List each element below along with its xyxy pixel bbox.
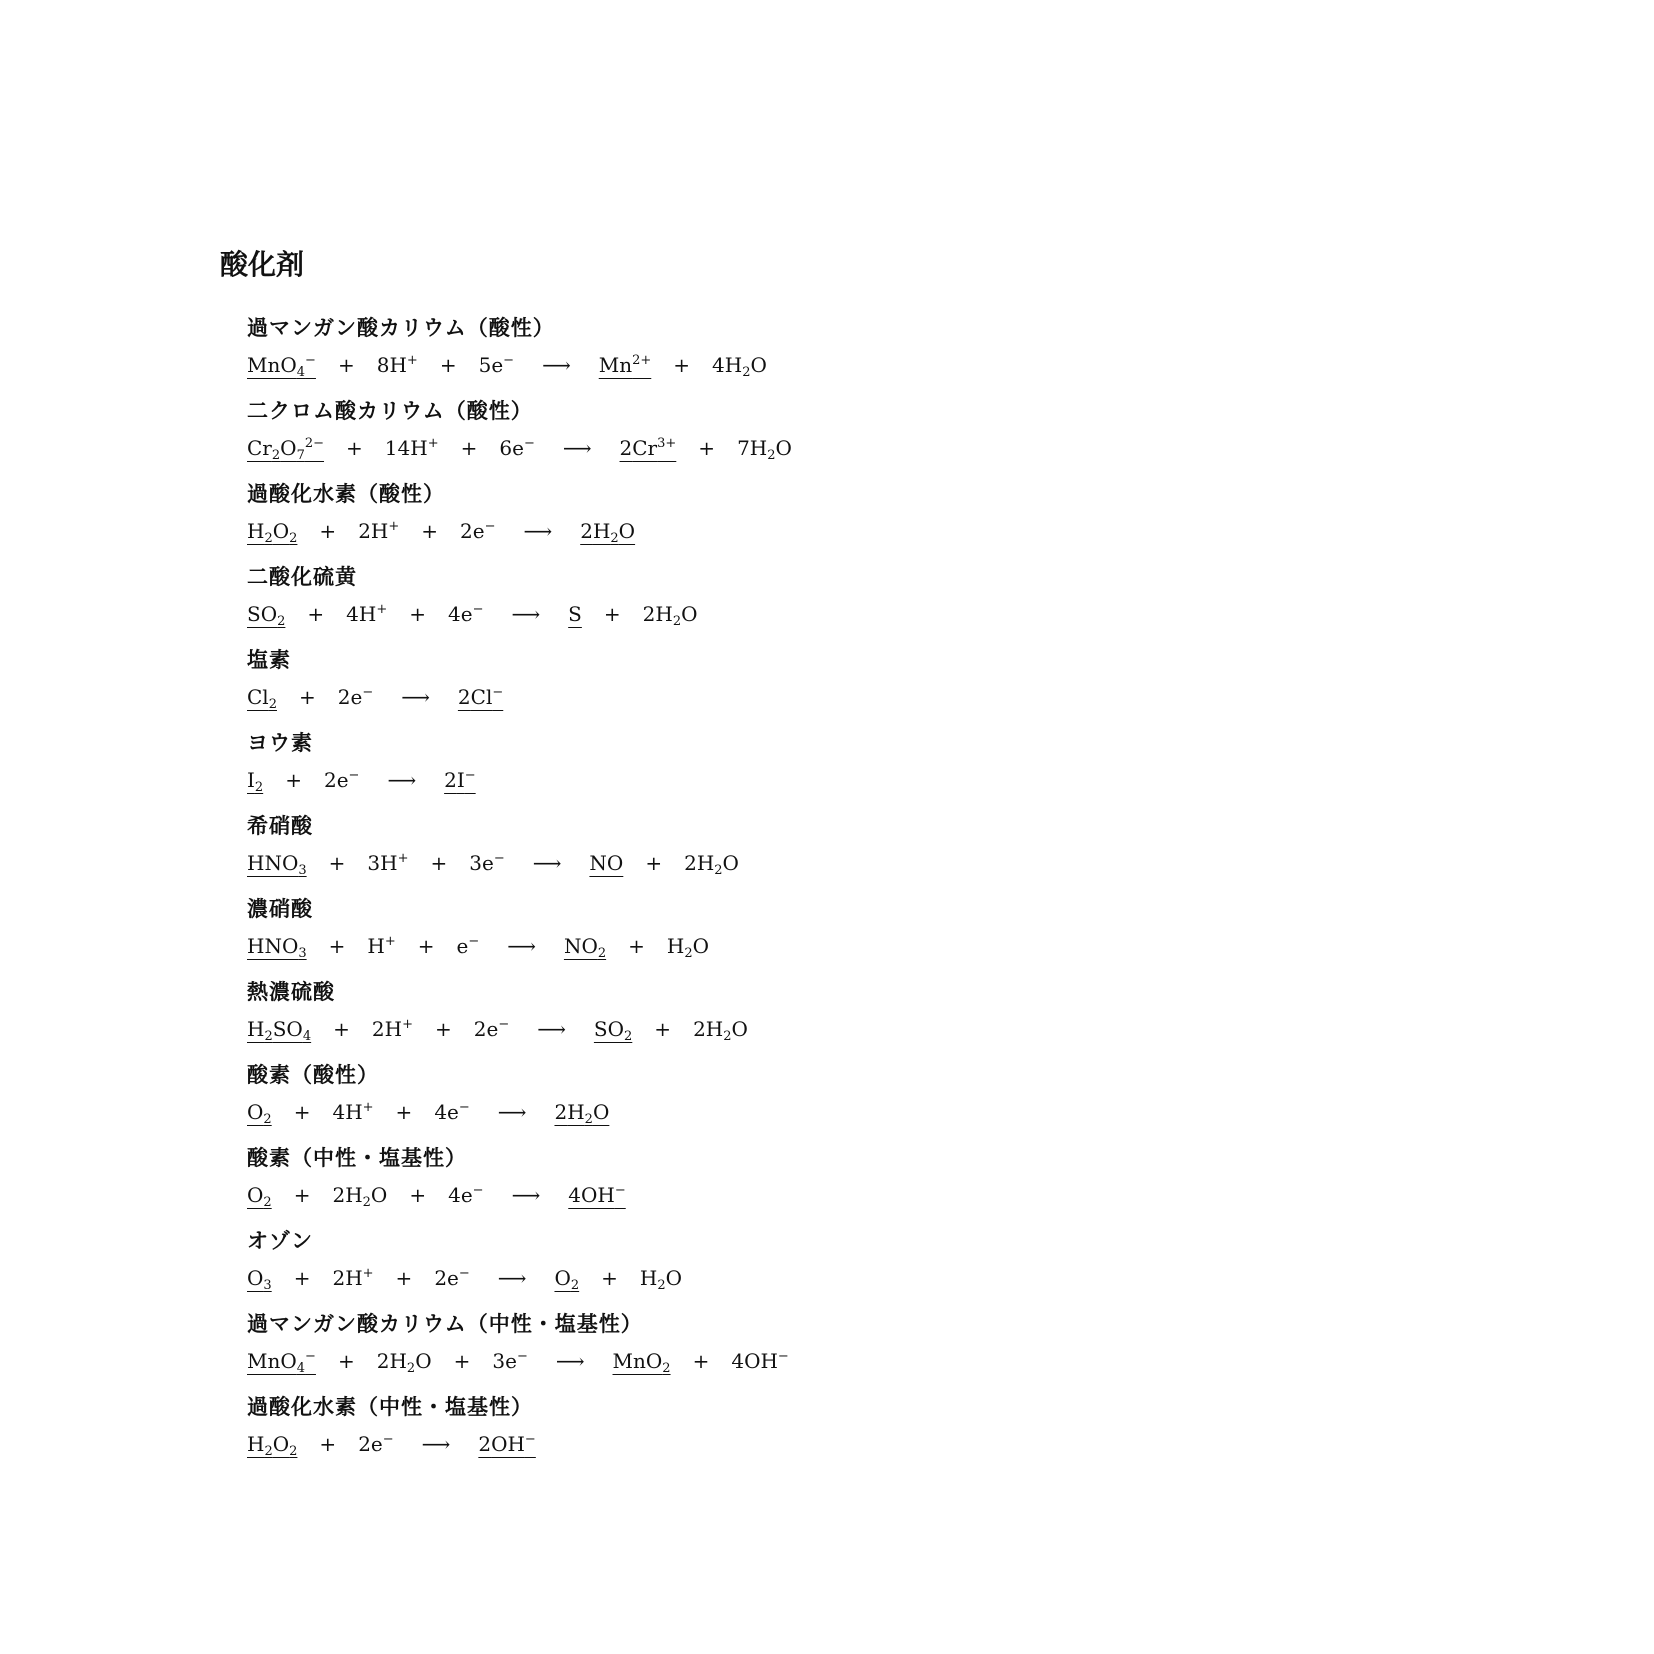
list-item	[247, 1309, 1420, 1392]
equation-list	[247, 313, 1420, 1475]
plus-sign: +	[333, 1017, 350, 1041]
species: 3H+	[367, 851, 409, 875]
highlighted-species: $2Cr^{3+}$	[619, 436, 677, 460]
reaction-arrow: ⟶	[562, 436, 592, 460]
highlighted-species: $O_2$	[247, 1100, 272, 1127]
highlighted-species: $H_2SO_4$	[247, 1017, 312, 1044]
species: 4e−	[448, 1183, 484, 1207]
highlighted-species: $H_2O_2$	[247, 519, 298, 546]
plus-sign: +	[603, 602, 621, 626]
species: 4OH−	[731, 1349, 789, 1373]
half-reaction-equation	[247, 513, 1420, 549]
reaction-arrow: ⟶	[555, 1349, 585, 1373]
plus-sign: +	[285, 768, 302, 792]
highlighted-species: MnO$_2$	[612, 1349, 671, 1376]
plus-sign: +	[307, 602, 325, 626]
half-reaction-equation	[247, 679, 1420, 715]
species: $7H_2O$	[737, 436, 792, 463]
list-item	[247, 396, 1420, 479]
species: 2e−	[460, 519, 496, 543]
half-reaction-equation	[247, 845, 1420, 881]
species: $H_2O$	[666, 934, 710, 961]
plus-sign: +	[417, 934, 435, 958]
species: 2e−	[434, 1266, 470, 1290]
highlighted-species: 2OH−	[478, 1432, 536, 1456]
list-item	[247, 1060, 1420, 1143]
plus-sign: +	[654, 1017, 672, 1041]
reaction-arrow: ⟶	[542, 353, 571, 377]
reaction-arrow: ⟶	[532, 851, 562, 875]
highlighted-species: $NO_2$	[563, 934, 607, 961]
species: 2e−	[358, 1432, 394, 1456]
list-item	[247, 313, 1420, 396]
species: 4e−	[448, 602, 484, 626]
highlighted-species: $HNO_3$	[247, 851, 307, 878]
list-item	[247, 1143, 1420, 1226]
plus-sign: +	[460, 436, 478, 460]
plus-sign: +	[298, 685, 316, 709]
plus-sign: +	[328, 851, 346, 875]
plus-sign: +	[293, 1266, 311, 1290]
plus-sign: +	[409, 1183, 427, 1207]
plus-sign: +	[692, 1349, 710, 1373]
reagent-title: 過酸化水素（中性・塩基性）	[247, 1395, 533, 1419]
highlighted-species: $2H_2O$	[580, 519, 636, 546]
list-item	[247, 479, 1420, 562]
plus-sign: +	[421, 519, 439, 543]
list-item	[247, 977, 1420, 1060]
plus-sign: +	[319, 1432, 337, 1456]
half-reaction-equation	[247, 1426, 1420, 1462]
list-item	[247, 1226, 1420, 1309]
species: 2e−	[337, 685, 374, 709]
half-reaction-equation	[247, 1011, 1420, 1047]
list-item	[247, 894, 1420, 977]
reagent-title: 希硝酸	[247, 814, 313, 838]
reaction-arrow: ⟶	[507, 934, 536, 958]
species: $2H_2O$	[642, 602, 698, 629]
species: $2H_2O$	[332, 1183, 388, 1210]
species: e−	[456, 934, 480, 958]
list-item	[247, 728, 1420, 811]
highlighted-species: 2I−	[444, 768, 476, 792]
species: 14H+	[384, 436, 439, 460]
reaction-arrow: ⟶	[511, 1183, 541, 1207]
highlighted-species: NO	[589, 851, 624, 875]
half-reaction-equation	[247, 1260, 1420, 1296]
reagent-title: 熱濃硫酸	[247, 980, 335, 1004]
reagent-title: 酸素（中性・塩基性）	[247, 1146, 467, 1170]
highlighted-species: S	[568, 602, 582, 626]
highlighted-species: $SO_2$	[247, 602, 286, 629]
reaction-arrow: ⟶	[511, 602, 541, 626]
list-item	[247, 645, 1420, 728]
half-reaction-equation	[247, 1094, 1420, 1130]
plus-sign: +	[698, 436, 716, 460]
plus-sign: +	[319, 519, 337, 543]
species: H+	[367, 934, 396, 958]
highlighted-species: MnO$_4$−	[247, 353, 316, 380]
reaction-arrow: ⟶	[421, 1432, 451, 1456]
reagent-title: 二酸化硫黄	[247, 565, 357, 589]
plus-sign: +	[409, 602, 427, 626]
plus-sign: +	[346, 436, 363, 460]
reagent-title: 酸素（酸性）	[247, 1063, 379, 1087]
plus-sign: +	[395, 1100, 413, 1124]
half-reaction-equation	[247, 762, 1420, 798]
half-reaction-equation	[247, 430, 1420, 466]
list-item	[247, 811, 1420, 894]
reaction-arrow: ⟶	[537, 1017, 566, 1041]
reagent-title: オゾン	[247, 1229, 313, 1253]
species: 2e−	[473, 1017, 510, 1041]
species: 6e−	[499, 436, 535, 460]
reagent-title: 塩素	[247, 648, 291, 672]
reagent-title: 濃硝酸	[247, 897, 313, 921]
highlighted-species: $H_2O_2$	[247, 1432, 298, 1459]
reaction-arrow: ⟶	[523, 519, 553, 543]
reaction-arrow: ⟶	[387, 768, 417, 792]
reaction-arrow: ⟶	[497, 1100, 527, 1124]
highlighted-species: MnO$_4$−	[247, 1349, 316, 1376]
highlighted-species: $HNO_3$	[247, 934, 307, 961]
species: 4H+	[346, 602, 388, 626]
reagent-title: ヨウ素	[247, 731, 313, 755]
highlighted-species: $O_2$	[247, 1183, 272, 1210]
plus-sign: +	[328, 934, 346, 958]
highlighted-species: $Cl_2$	[247, 685, 277, 712]
highlighted-species: $2H_2O$	[554, 1100, 610, 1127]
plus-sign: +	[673, 353, 691, 377]
species: $H_2O$	[639, 1266, 683, 1293]
species: 8H+	[376, 353, 418, 377]
highlighted-species: $Cr_2O_7^{2-}$	[247, 436, 325, 463]
species: 2H+	[332, 1266, 374, 1290]
species: 2H+	[358, 519, 400, 543]
species: $4H_2O$	[712, 353, 767, 380]
species: 4e−	[434, 1100, 470, 1124]
half-reaction-equation	[247, 596, 1420, 632]
plus-sign: +	[453, 1349, 471, 1373]
highlighted-species: 2Cl−	[457, 685, 504, 709]
plus-sign: +	[434, 1017, 452, 1041]
highlighted-species: $O_3$	[247, 1266, 272, 1293]
species: $2H_2O$	[376, 1349, 432, 1376]
species: 2H+	[371, 1017, 413, 1041]
half-reaction-equation	[247, 1177, 1420, 1213]
plus-sign: +	[293, 1183, 311, 1207]
half-reaction-equation	[247, 347, 1420, 383]
highlighted-species: $O_2$	[554, 1266, 580, 1293]
plus-sign: +	[645, 851, 663, 875]
species: 3e−	[492, 1349, 528, 1373]
plus-sign: +	[439, 353, 457, 377]
reaction-arrow: ⟶	[401, 685, 430, 709]
species: $2H_2O$	[693, 1017, 748, 1044]
reagent-title: 過マンガン酸カリウム（酸性）	[247, 316, 555, 340]
plus-sign: +	[337, 1349, 355, 1373]
highlighted-species: $I_2$	[247, 768, 264, 795]
highlighted-species: $SO_2$	[593, 1017, 633, 1044]
plus-sign: +	[601, 1266, 618, 1290]
plus-sign: +	[395, 1266, 413, 1290]
half-reaction-equation	[247, 928, 1420, 964]
half-reaction-equation	[247, 1343, 1420, 1379]
species: 5e−	[478, 353, 515, 377]
reagent-title: 過マンガン酸カリウム（中性・塩基性）	[247, 1312, 643, 1336]
species: 3e−	[469, 851, 505, 875]
document	[220, 250, 1420, 1475]
plus-sign: +	[628, 934, 645, 958]
highlighted-species: $Mn^{2+}$	[598, 353, 652, 377]
plus-sign: +	[430, 851, 448, 875]
species: 2e−	[323, 768, 360, 792]
reagent-title: 過酸化水素（酸性）	[247, 482, 445, 506]
page-title: 酸化剤	[220, 248, 305, 281]
reaction-arrow: ⟶	[497, 1266, 527, 1290]
list-item	[247, 1392, 1420, 1475]
plus-sign: +	[293, 1100, 311, 1124]
highlighted-species: 4OH−	[568, 1183, 626, 1207]
species: 4H+	[332, 1100, 374, 1124]
species: $2H_2O$	[684, 851, 739, 878]
reagent-title: 二クロム酸カリウム（酸性）	[247, 399, 533, 423]
plus-sign: +	[337, 353, 355, 377]
list-item	[247, 562, 1420, 645]
